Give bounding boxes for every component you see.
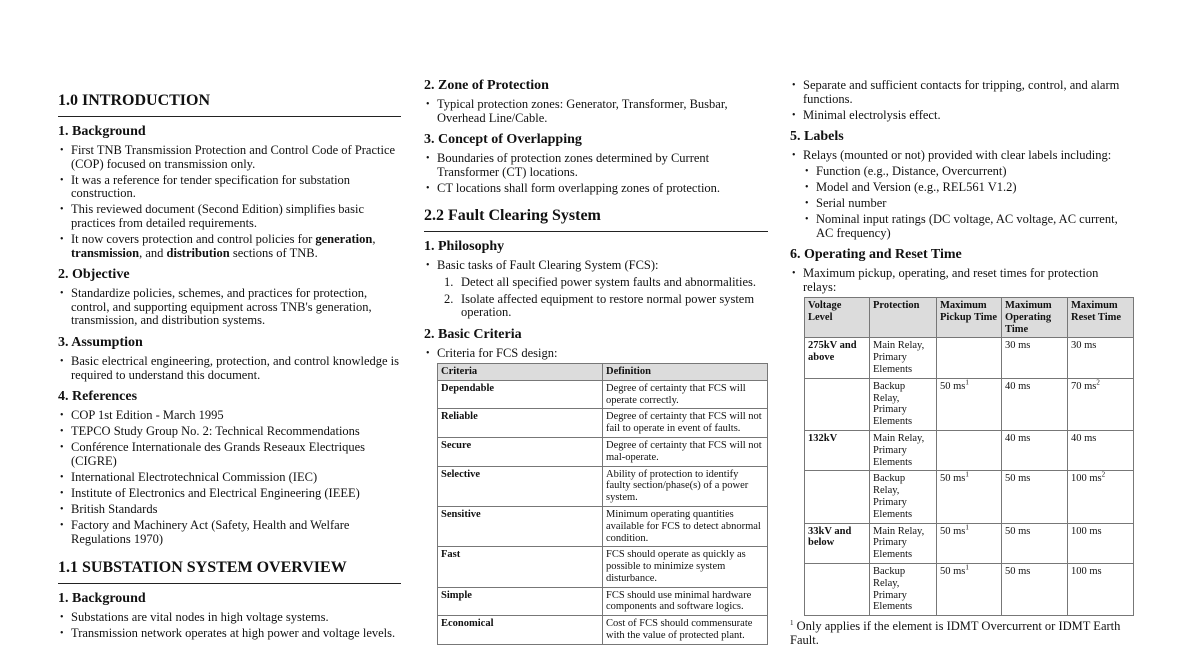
substation-overview-heading: 1.1 SUBSTATION SYSTEM OVERVIEW — [58, 559, 401, 584]
definition-cell: FCS should operate as quickly as possible to minimize system disturbance. — [603, 547, 768, 587]
column-middle — [424, 78, 768, 645]
operating-cell: 50 ms — [1002, 563, 1068, 615]
pickup-cell — [937, 563, 1002, 615]
reset-cell — [1068, 523, 1134, 563]
assumption-heading: 3. Assumption — [58, 335, 143, 351]
text-run: It now covers protection and control policies for — [71, 232, 316, 247]
zone-heading: 2. Zone of Protection — [424, 78, 549, 93]
table-header-row — [805, 298, 1134, 338]
list-item: • First TNB Transmission Protection and Control Code of Practice (COP) focused on transmission only. — [58, 144, 401, 171]
criteria-cell: Sensitive — [438, 506, 603, 546]
list-item: • British Standards — [58, 503, 401, 517]
list-item: • COP 1st Edition - March 1995 — [58, 409, 401, 423]
text-run: sections of TNB. — [229, 245, 318, 260]
header-cell: Maximum Pickup Time — [937, 298, 1002, 338]
criteria-table — [437, 363, 768, 645]
table-row — [805, 563, 1134, 615]
list-item: • Substations are vital nodes in high voltage systems. — [58, 611, 401, 625]
text-run: , — [372, 232, 376, 247]
labels-list — [790, 149, 1134, 240]
definition-cell: Degree of certainty that FCS will not fail to operate in event of faults. — [603, 409, 768, 438]
numbered-item — [424, 276, 768, 290]
table-row — [805, 431, 1134, 471]
list-item-text: Relays (mounted or not) provided with clear labels including: — [803, 148, 1112, 163]
header-cell: Criteria — [438, 363, 603, 380]
table-row — [805, 471, 1134, 523]
footnote-marker: 1 — [790, 619, 794, 627]
timing-list — [790, 267, 1134, 294]
introduction-heading: 1.0 INTRODUCTION — [58, 92, 401, 117]
voltage-cell: 33kV and below — [805, 523, 870, 563]
table-row — [438, 587, 768, 616]
list-item: • Transmission network operates at high power and voltage levels. — [58, 627, 401, 641]
background-list — [58, 144, 401, 260]
list-item: • Typical protection zones: Generator, Transformer, Busbar, Overhead Line/Cable. — [424, 98, 768, 125]
reset-value: 70 ms — [1071, 380, 1097, 392]
protection-cell: Main Relay, Primary Elements — [870, 338, 937, 378]
voltage-cell: 132kV — [805, 431, 870, 471]
item-number: 2. — [444, 291, 454, 306]
overlap-list — [424, 152, 768, 195]
list-item: • Conférence Internationale des Grands Reseaux Electriques (CIGRE) — [58, 441, 401, 468]
criteria-cell: Selective — [438, 466, 603, 506]
list-item: • Separate and sufficient contacts for tripping, control, and alarm functions. — [790, 79, 1134, 106]
criteria-list — [424, 347, 768, 361]
reset-cell — [1068, 563, 1134, 615]
protection-cell: Main Relay, Primary Elements — [870, 431, 937, 471]
footnote-ref: 2 — [1101, 470, 1106, 479]
list-item: • Basic electrical engineering, protection, and control knowledge is required to understand this document. — [58, 355, 401, 382]
list-item: • It was a reference for tender specification for substation construction. — [58, 174, 401, 201]
pickup-value: 50 ms — [940, 380, 966, 392]
operating-cell: 50 ms — [1002, 471, 1068, 523]
labels-heading: 5. Labels — [790, 129, 844, 145]
table-header-row — [438, 363, 768, 380]
definition-cell: Ability of protection to identify faulty section/phase(s) of a power system. — [603, 466, 768, 506]
protection-cell: Backup Relay, Primary Elements — [870, 471, 937, 523]
table-row — [438, 409, 768, 438]
objective-heading: 2. Objective — [58, 267, 130, 283]
header-cell: Maximum Operating Time — [1002, 298, 1068, 338]
column-left — [58, 92, 401, 643]
pickup-value: 50 ms — [940, 473, 966, 485]
reset-cell — [1068, 471, 1134, 523]
table-row — [438, 506, 768, 546]
definition-cell: Cost of FCS should commensurate with the value of protected plant. — [603, 616, 768, 645]
text-run: , and — [139, 245, 167, 260]
reset-cell — [1068, 338, 1134, 378]
pickup-value: 50 ms — [940, 565, 966, 577]
item-text: Isolate affected equipment to restore normal power system operation. — [461, 291, 755, 320]
footnote-ref: 1 — [965, 470, 969, 479]
column-right — [790, 79, 1134, 647]
list-item: • Institute of Electronics and Electrical Engineering (IEEE) — [58, 487, 401, 501]
bold-term-distribution: distribution — [166, 245, 230, 260]
table-row — [438, 616, 768, 645]
criteria-heading: 2. Basic Criteria — [424, 326, 522, 342]
references-heading: 4. References — [58, 389, 138, 405]
references-list — [58, 409, 401, 546]
pickup-cell — [937, 523, 1002, 563]
reset-value: 30 ms — [1071, 340, 1097, 352]
operating-cell: 50 ms — [1002, 523, 1068, 563]
list-item: • This reviewed document (Second Edition) simplifies basic practices from detailed requirements. — [58, 203, 401, 230]
voltage-cell — [805, 471, 870, 523]
criteria-cell: Economical — [438, 616, 603, 645]
criteria-cell: Fast — [438, 547, 603, 587]
contacts-list — [790, 79, 1134, 122]
overlap-heading: 3. Concept of Overlapping — [424, 132, 582, 148]
philosophy-list — [424, 259, 768, 273]
footnote-ref: 1 — [965, 523, 969, 532]
reset-cell — [1068, 431, 1134, 471]
table-row — [438, 437, 768, 466]
list-item: • International Electrotechnical Commission (IEC) — [58, 471, 401, 485]
zone-list — [424, 98, 768, 125]
sub-list-item: • Serial number — [803, 197, 1134, 211]
table-row — [805, 338, 1134, 378]
numbered-item — [424, 293, 768, 320]
reset-value: 100 ms — [1071, 473, 1102, 485]
header-cell: Protection — [870, 298, 937, 338]
criteria-cell: Simple — [438, 587, 603, 616]
list-item: • Boundaries of protection zones determined by Current Transformer (CT) locations. — [424, 152, 768, 179]
list-item: • Criteria for FCS design: — [424, 347, 768, 361]
footnote-ref: 1 — [965, 563, 969, 572]
criteria-cell: Reliable — [438, 409, 603, 438]
reset-value: 40 ms — [1071, 433, 1097, 444]
definition-cell: FCS should use minimal hardware components and software logics. — [603, 587, 768, 616]
assumption-list — [58, 355, 401, 382]
table-row — [805, 378, 1134, 430]
operating-cell: 40 ms — [1002, 378, 1068, 430]
pickup-cell — [937, 431, 1002, 471]
operating-cell: 30 ms — [1002, 338, 1068, 378]
philosophy-heading: 1. Philosophy — [424, 239, 505, 255]
list-item — [790, 149, 1134, 240]
footnote-text: Only applies if the element is IDMT Overcurrent or IDMT Earth Fault. — [790, 619, 1121, 647]
fcs-heading: 2.2 Fault Clearing System — [424, 207, 768, 232]
bold-term-transmission: transmission — [71, 245, 140, 260]
voltage-cell — [805, 563, 870, 615]
footnote-ref: 2 — [1096, 378, 1100, 387]
sub-list-item: • Model and Version (e.g., REL561 V1.2) — [803, 181, 1134, 195]
list-item: • Basic tasks of Fault Clearing System (FCS): — [424, 259, 768, 273]
overview-list — [58, 611, 401, 641]
bold-term-generation: generation — [315, 232, 373, 247]
table-row — [438, 466, 768, 506]
reset-value: 100 ms — [1071, 565, 1102, 577]
protection-cell: Backup Relay, Primary Elements — [870, 563, 937, 615]
criteria-cell: Dependable — [438, 380, 603, 409]
voltage-cell: 275kV and above — [805, 338, 870, 378]
philosophy-tasks — [424, 276, 768, 320]
list-item: • Standardize policies, schemes, and practices for protection, control, and supporting equipment across TNB's generation, transmission, and distribution systems. — [58, 287, 401, 328]
header-cell: Voltage Level — [805, 298, 870, 338]
protection-cell: Main Relay, Primary Elements — [870, 523, 937, 563]
list-item: • CT locations shall form overlapping zones of protection. — [424, 182, 768, 196]
list-item: • Maximum pickup, operating, and reset times for protection relays: — [790, 267, 1134, 294]
pickup-value: 50 ms — [940, 525, 966, 537]
operating-cell: 40 ms — [1002, 431, 1068, 471]
protection-cell: Backup Relay, Primary Elements — [870, 378, 937, 430]
table-row — [805, 523, 1134, 563]
header-cell: Maximum Reset Time — [1068, 298, 1134, 338]
pickup-cell — [937, 338, 1002, 378]
criteria-cell: Secure — [438, 437, 603, 466]
timing-heading: 6. Operating and Reset Time — [790, 247, 962, 263]
reset-value: 100 ms — [1071, 525, 1102, 537]
protection-timing-table — [804, 297, 1134, 616]
sub-list-item: • Nominal input ratings (DC voltage, AC voltage, AC current, AC frequency) — [803, 213, 1134, 240]
table-row — [438, 547, 768, 587]
header-cell: Definition — [603, 363, 768, 380]
list-item: • Factory and Machinery Act (Safety, Health and Welfare Regulations 1970) — [58, 519, 401, 546]
voltage-cell — [805, 378, 870, 430]
list-item: • Minimal electrolysis effect. — [790, 109, 1134, 123]
labels-sublist — [803, 165, 1134, 240]
sub-list-item: • Function (e.g., Distance, Overcurrent) — [803, 165, 1134, 179]
reset-cell — [1068, 378, 1134, 430]
definition-cell: Degree of certainty that FCS will operate correctly. — [603, 380, 768, 409]
background-heading: 1. Background — [58, 124, 146, 139]
table-row — [438, 380, 768, 409]
list-item — [58, 233, 401, 260]
item-number: 1. — [444, 275, 454, 290]
item-text: Detect all specified power system faults and abnormalities. — [461, 275, 757, 290]
objective-list — [58, 287, 401, 328]
pickup-cell — [937, 378, 1002, 430]
footnote-ref: 1 — [965, 378, 969, 387]
footnote — [790, 620, 1134, 647]
pickup-cell — [937, 471, 1002, 523]
definition-cell: Degree of certainty that FCS will not mal-operate. — [603, 437, 768, 466]
list-item: • TEPCO Study Group No. 2: Technical Recommendations — [58, 425, 401, 439]
overview-background-heading: 1. Background — [58, 590, 146, 606]
definition-cell: Minimum operating quantities available for FCS to detect abnormal condition. — [603, 506, 768, 546]
